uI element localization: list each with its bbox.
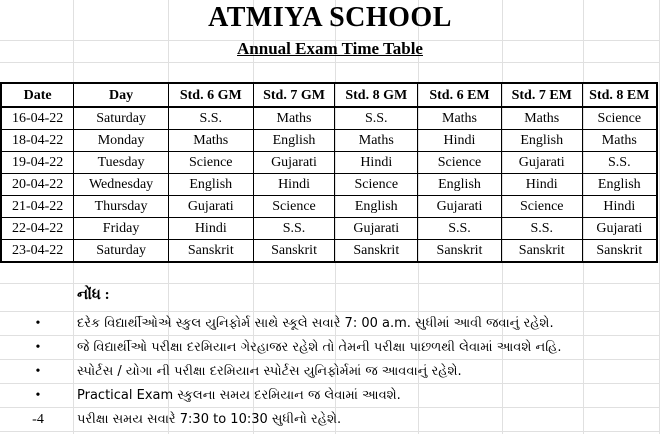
cell-subject: English xyxy=(253,130,335,152)
header-std6gm: Std. 6 GM xyxy=(168,83,253,107)
header-std7em: Std. 7 EM xyxy=(501,83,582,107)
cell-date: 16-04-22 xyxy=(1,107,74,130)
exam-timetable xyxy=(0,82,658,263)
cell-subject: Gujarati xyxy=(418,196,502,218)
cell-subject: S.S. xyxy=(582,152,657,174)
note-text: જે વિદ્યાર્થીઓ પરીક્ષા દરમિયાન ગેરહાજર રહેશે તો તેમની પરીક્ષા પાછળથી લેવામાં આવશે નહિ. xyxy=(77,340,562,355)
cell-subject: S.S. xyxy=(418,218,502,240)
note-text: Practical Exam સ્કુલના સમય દરમિયાન જ લેવામાં આવશે. xyxy=(77,388,401,403)
timetable-subtitle xyxy=(0,39,660,59)
cell-day: Thursday xyxy=(74,196,169,218)
cell-subject: Hindi xyxy=(335,152,418,174)
table-row xyxy=(1,107,657,130)
cell-date: 19-04-22 xyxy=(1,152,74,174)
table-header-row xyxy=(1,83,657,107)
cell-subject: Gujarati xyxy=(501,152,582,174)
cell-subject: Maths xyxy=(418,107,502,130)
cell-subject: Hindi xyxy=(582,196,657,218)
cell-date: 18-04-22 xyxy=(1,130,74,152)
cell-subject: S.S. xyxy=(501,218,582,240)
cell-subject: Science xyxy=(501,196,582,218)
cell-subject: S.S. xyxy=(168,107,253,130)
header-std7gm: Std. 7 GM xyxy=(253,83,335,107)
bullet-mark: -4 xyxy=(32,412,44,427)
cell-subject: S.S. xyxy=(253,218,335,240)
table-row xyxy=(1,152,657,174)
header-std8gm: Std. 8 GM xyxy=(335,83,418,107)
bullet-mark: • xyxy=(35,340,41,355)
cell-subject: Sanskrit xyxy=(335,240,418,263)
cell-subject: Gujarati xyxy=(253,152,335,174)
cell-subject: Gujarati xyxy=(335,218,418,240)
cell-subject: Hindi xyxy=(418,130,502,152)
bullet-mark: • xyxy=(35,316,41,331)
note-item xyxy=(0,312,660,336)
table-row xyxy=(1,218,657,240)
cell-subject: Hindi xyxy=(501,174,582,196)
table-row xyxy=(1,130,657,152)
note-item xyxy=(0,408,660,432)
subtitle-text: Annual Exam Time Table xyxy=(237,39,423,58)
header-std6em: Std. 6 EM xyxy=(418,83,502,107)
cell-subject: English xyxy=(582,174,657,196)
cell-day: Tuesday xyxy=(74,152,169,174)
cell-date: 22-04-22 xyxy=(1,218,74,240)
table-row xyxy=(1,196,657,218)
cell-subject: English xyxy=(335,196,418,218)
cell-subject: S.S. xyxy=(335,107,418,130)
gridline xyxy=(0,62,660,63)
cell-subject: Sanskrit xyxy=(418,240,502,263)
cell-subject: English xyxy=(501,130,582,152)
school-name: ATMIYA SCHOOL xyxy=(208,2,452,33)
table-row xyxy=(1,174,657,196)
cell-subject: Sanskrit xyxy=(582,240,657,263)
cell-day: Saturday xyxy=(74,240,169,263)
cell-subject: Science xyxy=(168,152,253,174)
header-std8em: Std. 8 EM xyxy=(582,83,657,107)
cell-date: 20-04-22 xyxy=(1,174,74,196)
note-text: દરેક વિદ્યાર્થીઓએ સ્કુલ યુનિફોર્મ સાથે સ્કૂલે સવારે 7: 00 a.m. સુધીમાં આવી જવાનું રહેશે. xyxy=(77,316,554,331)
cell-day: Monday xyxy=(74,130,169,152)
header-date: Date xyxy=(1,83,74,107)
table-row xyxy=(1,240,657,263)
bullet-mark: • xyxy=(35,388,41,403)
cell-subject: Gujarati xyxy=(582,218,657,240)
cell-subject: Sanskrit xyxy=(501,240,582,263)
cell-subject: Science xyxy=(335,174,418,196)
note-item xyxy=(0,360,660,384)
notes-heading: નોંધ : xyxy=(77,287,110,303)
bullet-mark: • xyxy=(35,364,41,379)
cell-subject: English xyxy=(168,174,253,196)
cell-subject: Hindi xyxy=(168,218,253,240)
cell-date: 21-04-22 xyxy=(1,196,74,218)
cell-day: Wednesday xyxy=(74,174,169,196)
cell-date: 23-04-22 xyxy=(1,240,74,263)
cell-subject: Science xyxy=(582,107,657,130)
cell-day: Friday xyxy=(74,218,169,240)
cell-subject: Maths xyxy=(501,107,582,130)
cell-subject: Sanskrit xyxy=(168,240,253,263)
cell-subject: Sanskrit xyxy=(253,240,335,263)
cell-subject: Science xyxy=(253,196,335,218)
cell-day: Saturday xyxy=(74,107,169,130)
cell-subject: Maths xyxy=(582,130,657,152)
cell-subject: Science xyxy=(418,152,502,174)
cell-subject: English xyxy=(418,174,502,196)
note-text: સ્પોર્ટસ / યોગા ની પરીક્ષા દરમિયાન સ્પોર્ટસ યુનિફોર્મમાં જ આવવાનું રહેશે. xyxy=(77,364,462,379)
cell-subject: Hindi xyxy=(253,174,335,196)
note-text: પરીક્ષા સમય સવારે 7:30 to 10:30 સુધીનો રહેશે. xyxy=(77,412,342,427)
cell-subject: Gujarati xyxy=(168,196,253,218)
note-item xyxy=(0,336,660,360)
note-item xyxy=(0,384,660,408)
gridline xyxy=(0,283,660,284)
header-day: Day xyxy=(74,83,169,107)
cell-subject: Maths xyxy=(253,107,335,130)
cell-subject: Maths xyxy=(168,130,253,152)
cell-subject: Maths xyxy=(335,130,418,152)
